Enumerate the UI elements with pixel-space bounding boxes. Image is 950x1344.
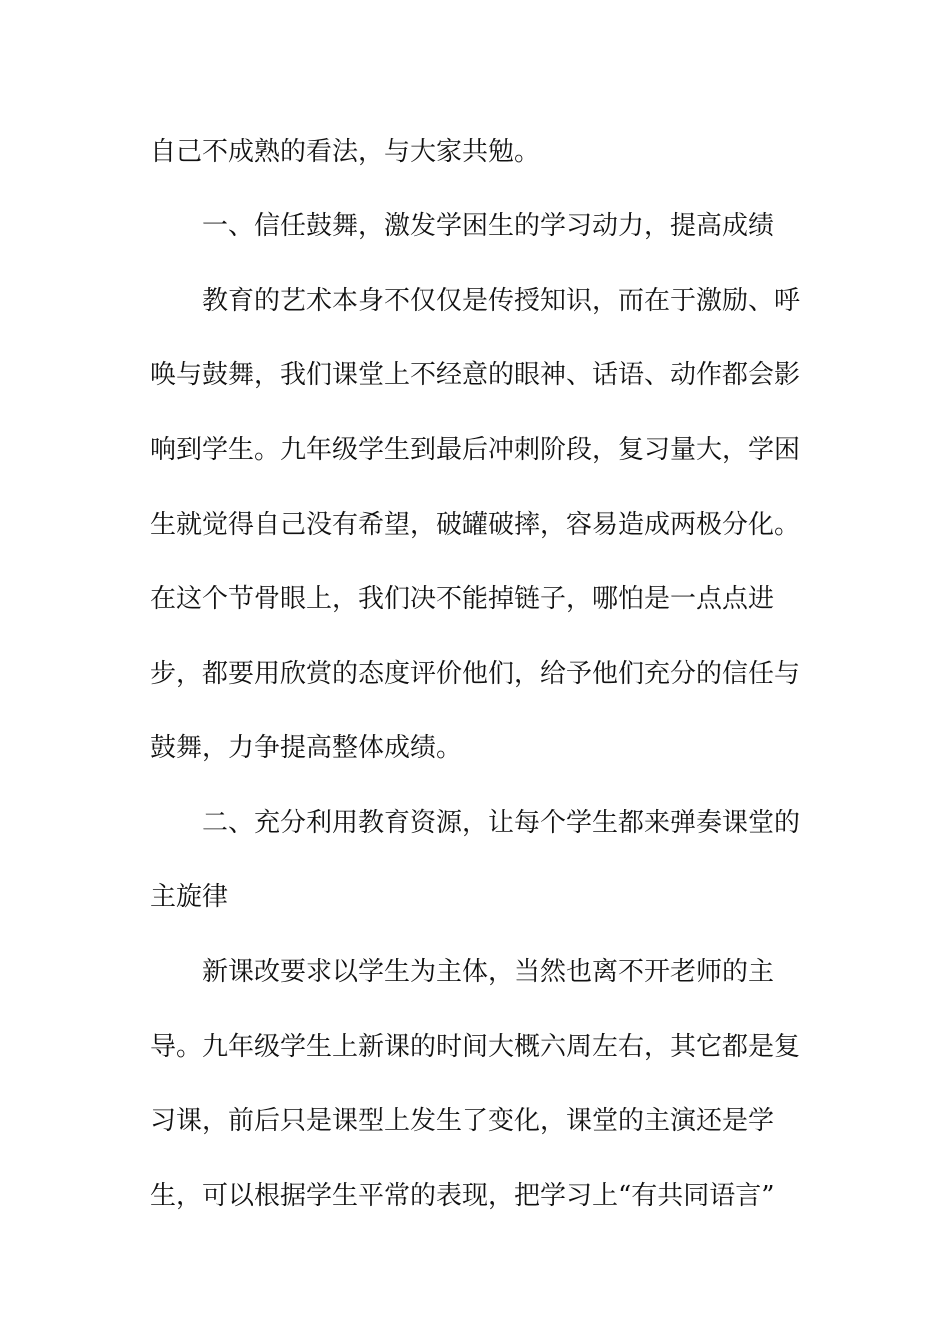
- text-line: 鼓舞，力争提高整体成绩。: [150, 733, 463, 763]
- text-line: 响到学生。九年级学生到最后冲刺阶段，复习量大，学困: [150, 435, 801, 465]
- text-line: 生，可以根据学生平常的表现，把学习上“有共同语言”: [150, 1181, 775, 1211]
- text-line: 教育的艺术本身不仅仅是传授知识，而在于激励、呼: [202, 286, 801, 316]
- text-line: 自己不成熟的看法，与大家共勉。: [150, 137, 541, 167]
- text-line: 导。九年级学生上新课的时间大概六周左右，其它都是复: [150, 1032, 801, 1062]
- section-heading-continued: 主旋律: [150, 882, 229, 912]
- section-heading: 一、信任鼓舞，激发学困生的学习动力，提高成绩: [202, 211, 775, 241]
- section-heading: 二、充分利用教育资源，让每个学生都来弹奏课堂的: [202, 808, 801, 838]
- text-line: 在这个节骨眼上，我们决不能掉链子，哪怕是一点点进: [150, 584, 775, 614]
- text-line: 生就觉得自己没有希望，破罐破摔，容易造成两极分化。: [150, 510, 801, 540]
- text-line: 新课改要求以学生为主体，当然也离不开老师的主: [202, 957, 775, 987]
- text-line: 习课，前后只是课型上发生了变化，课堂的主演还是学: [150, 1106, 775, 1136]
- text-line: 步，都要用欣赏的态度评价他们，给予他们充分的信任与: [150, 659, 801, 689]
- text-line: 唤与鼓舞，我们课堂上不经意的眼神、话语、动作都会影: [150, 360, 801, 390]
